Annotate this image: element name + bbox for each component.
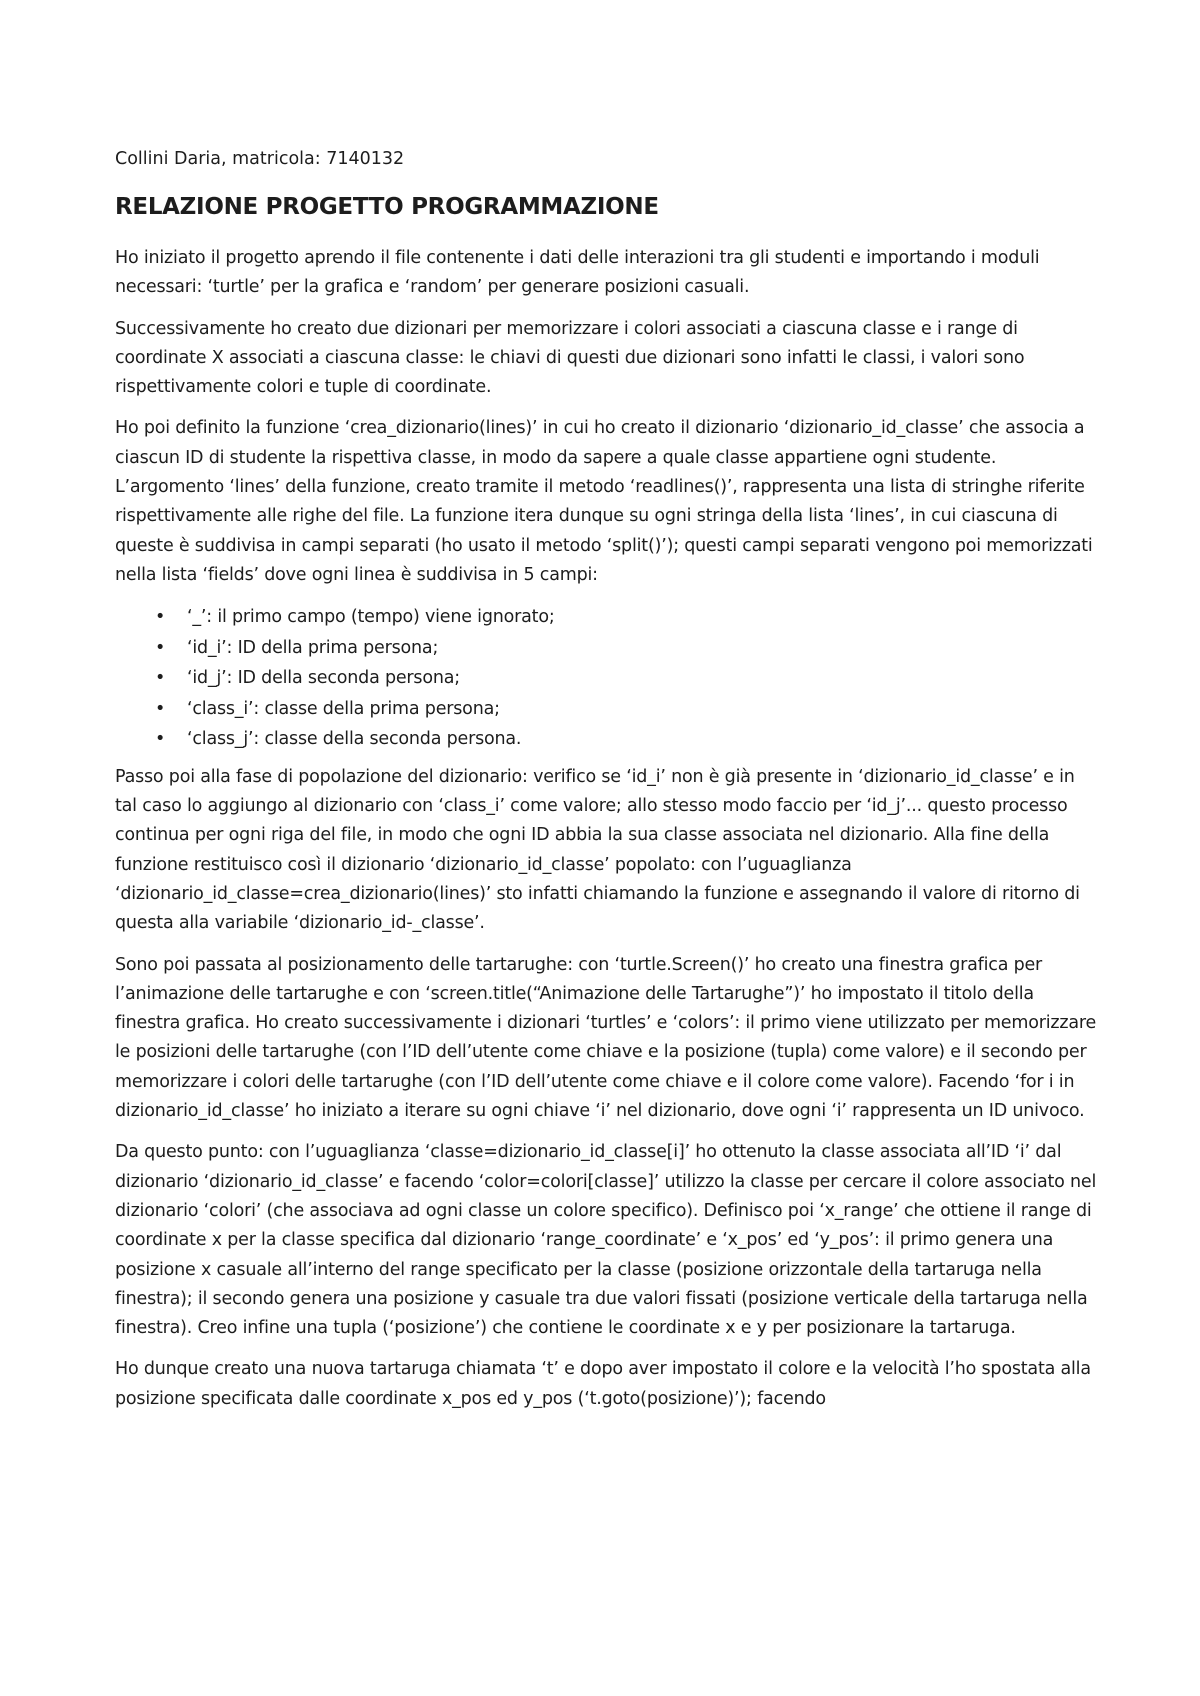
fields-list xyxy=(115,602,1100,755)
paragraph-dictionaries: Successivamente ho creato due dizionari per memorizzare i colori associati a ciascuna classe e i range di coordinate X associati a ciascuna classe: le chiavi di questi due dizionari sono infatti le classi, i valori sono rispettivamente colori e tuple di coordinate. xyxy=(115,318,1025,398)
paragraph-posizionamento: Sono poi passata al posizionamento delle tartarughe: con ‘turtle.Screen()’ ho creato una finestra grafica per l’animazione delle tartarughe e con ‘screen.title(“Animazione delle Tartarughe”)’ ho impostato il titolo della finestra grafica. Ho creato successivamente i dizionari ‘turtles’ e ‘colors’: il primo viene utilizzato per memorizzare le posizioni delle tartarughe (con l’ID dell’utente come chiave e la posizione (tupla) come valore) e il secondo per memorizzare i colori delle tartarughe (con l’ID dell’utente come chiave e il colore come valore). Facendo ‘for i in dizionario_id_classe’ ho iniziato a iterare su ogni chiave ‘i’ nel dizionario, dove ogni ‘i’ rappresenta un ID univoco. xyxy=(115,954,1097,1122)
author-line: Collini Daria, matricola: 7140132 xyxy=(115,149,405,169)
bullet-icon: • xyxy=(155,729,166,750)
list-item xyxy=(115,602,1100,633)
bullet-icon: • xyxy=(155,698,166,719)
bullet-icon: • xyxy=(155,607,166,628)
list-item xyxy=(115,663,1100,694)
list-item-text: ‘_’: il primo campo (tempo) viene ignorato; xyxy=(187,607,555,628)
paragraph-nuova-tartaruga: Ho dunque creato una nuova tartaruga chiamata ‘t’ e dopo aver impostato il colore e la velocità l’ho spostata alla posizione specificata dalle coordinate x_pos ed y_pos (‘t.goto(posizione)’); facendo xyxy=(115,1359,1091,1409)
list-item-text: ‘id_i’: ID della prima persona; xyxy=(187,637,439,658)
list-item xyxy=(115,694,1100,725)
bullet-icon: • xyxy=(155,637,166,658)
list-item-text: ‘class_i’: classe della prima persona; xyxy=(187,698,500,719)
list-item xyxy=(115,633,1100,664)
paragraph-intro-modules: Ho iniziato il progetto aprendo il file contenente i dati delle interazioni tra gli studenti e importando i moduli necessari: ‘turtle’ per la grafica e ‘random’ per generare posizioni casuali. xyxy=(115,248,1040,298)
paragraph-popolazione: Passo poi alla fase di popolazione del dizionario: verifico se ‘id_i’ non è già presente in ‘dizionario_id_classe’ e in tal caso lo aggiungo al dizionario con ‘class_i’ come valore; allo stesso modo faccio per ‘id_j’... questo processo continua per ogni riga del file, in modo che ogni ID abbia la sua classe associata nel dizionario. Alla fine della funzione restituisco così il dizionario ‘dizionario_id_classe’ popolato: con l’uguaglianza ‘dizionario_id_classe=crea_dizionario(lines)’ sto infatti chiamando la funzione e assegnando il valore di ritorno di questa alla variabile ‘dizionario_id-_classe’. xyxy=(115,766,1080,934)
list-item-text: ‘id_j’: ID della seconda persona; xyxy=(187,668,460,689)
bullet-icon: • xyxy=(155,668,166,689)
paragraph-classe-colore: Da questo punto: con l’uguaglianza ‘classe=dizionario_id_classe[i]’ ho ottenuto la classe associata all’ID ‘i’ dal dizionario ‘dizionario_id_classe’ e facendo ‘color=colori[classe]’ utilizzo la classe per cercare il colore associato nel dizionario ‘colori’ (che associava ad ogni classe un colore specifico). Definisco poi ‘x_range’ che ottiene il range di coordinate x per la classe specifica dal dizionario ‘range_coordinate’ e ‘x_pos’ ed ‘y_pos’: il primo genera una posizione x casuale all’interno del range specificato per la classe (posizione orizzontale della tartaruga nella finestra); il secondo genera una posizione y casuale tra due valori fissati (posizione verticale della tartaruga nella finestra). Creo infine una tupla (‘posizione’) che contiene le coordinate x e y per posizionare la tartaruga. xyxy=(115,1142,1097,1339)
list-item-text: ‘class_j’: classe della seconda persona. xyxy=(187,729,522,750)
paragraph-crea-dizionario: Ho poi definito la funzione ‘crea_dizionario(lines)’ in cui ho creato il dizionario ‘dizionario_id_classe’ che associa a ciascun ID di studente la rispettiva classe, in modo da sapere a quale classe appartiene ogni studente. L’argomento ‘lines’ della funzione, creato tramite il metodo ‘readlines()’, rappresenta una lista di stringhe riferite rispettivamente alle righe del file. La funzione itera dunque su ogni stringa della lista ‘lines’, in cui ciascuna di queste è suddivisa in campi separati (ho usato il metodo ‘split()’); questi campi separati vengono poi memorizzati nella lista ‘fields’ dove ogni linea è suddivisa in 5 campi: xyxy=(115,418,1093,585)
list-item xyxy=(115,724,1100,755)
document-title: RELAZIONE PROGETTO PROGRAMMAZIONE xyxy=(115,194,659,220)
